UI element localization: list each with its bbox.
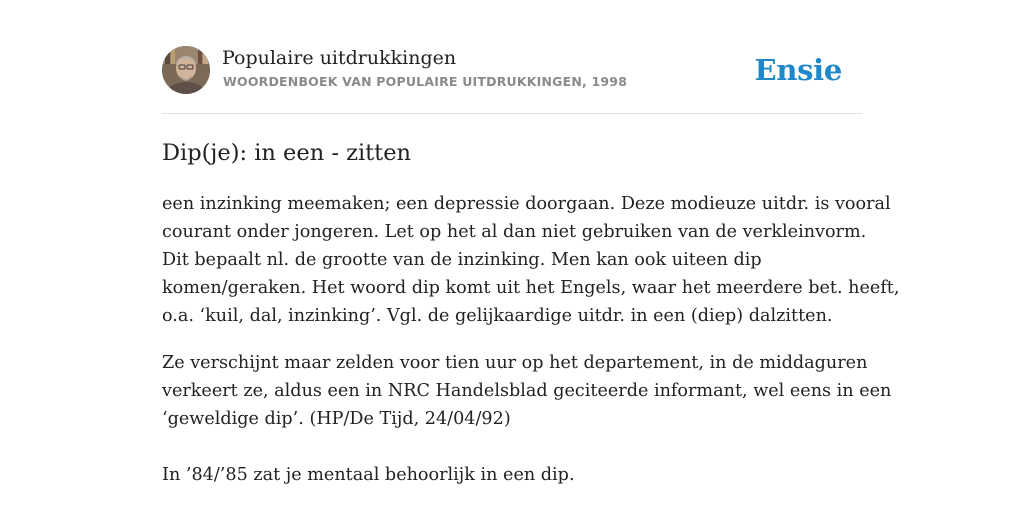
example-paragraph <box>162 349 892 433</box>
definition-line: Dit bepaalt nl. de grootte van de inzinking. Men kan ook uiteen dip <box>162 250 762 270</box>
brand-logo[interactable]: Ensie <box>754 53 842 87</box>
entry-title: Dip(je): in een - zitten <box>162 140 412 166</box>
source-subtitle: WOORDENBOEK VAN POPULAIRE UITDRUKKINGEN, 1998 <box>223 74 628 89</box>
example-line: Ze verschijnt maar zelden voor tien uur op het departement, in de middaguren <box>162 353 868 373</box>
definition-line: komen/geraken. Het woord dip komt uit het Engels, waar het meerdere bet. heeft, <box>162 278 900 298</box>
author-avatar-icon[interactable] <box>162 46 210 94</box>
example-paragraph-2 <box>162 461 872 489</box>
example-line: ‘geweldige dip’. (HP/De Tijd, 24/04/92) <box>162 409 511 429</box>
example-line: verkeert ze, aldus een in NRC Handelsblad geciteerde informant, wel eens in een <box>162 381 892 401</box>
definition-line: een inzinking meemaken; een depressie doorgaan. Deze modieuze uitdr. is vooral <box>162 194 891 214</box>
source-title[interactable]: Populaire uitdrukkingen <box>222 47 457 69</box>
definition-line: courant onder jongeren. Let op het al dan niet gebruiken van de verkleinvorm. <box>162 222 867 242</box>
definition-line: o.a. ‘kuil, dal, inzinking’. Vgl. de gelijkaardige uitdr. in een (diep) dalzitten. <box>162 306 833 326</box>
example-line: In ’84/’85 zat je mentaal behoorlijk in een dip. <box>162 465 575 485</box>
definition-paragraph <box>162 190 900 330</box>
header-divider <box>162 113 862 114</box>
entry-header <box>162 46 862 96</box>
